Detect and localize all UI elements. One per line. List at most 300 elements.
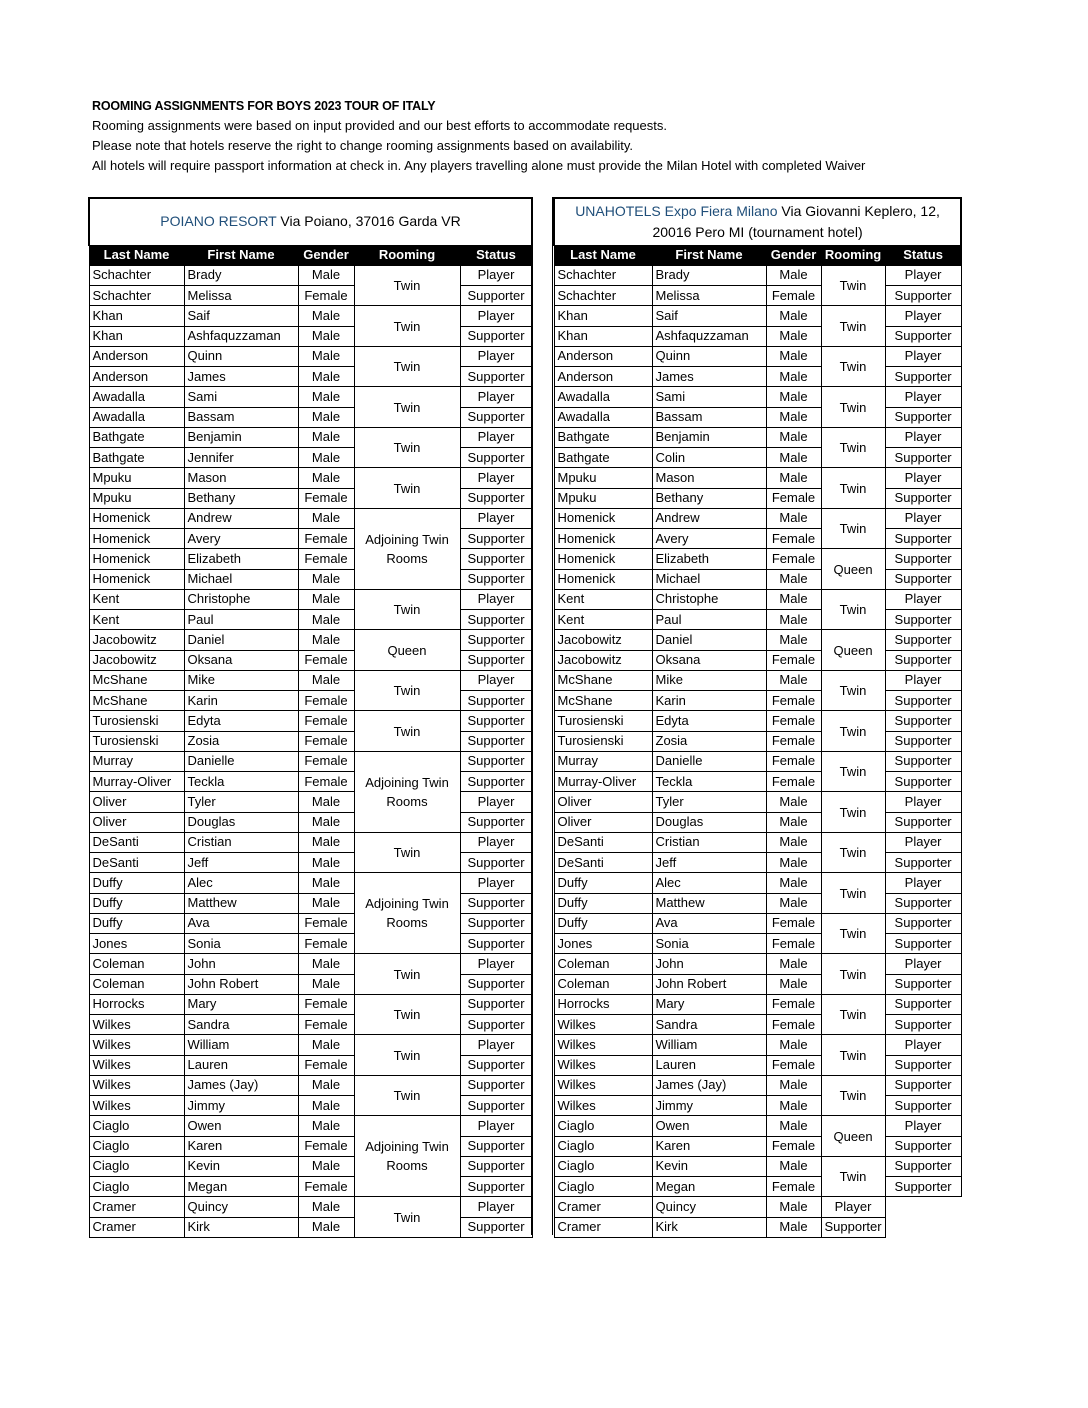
table-row [554, 488, 961, 508]
status-cell: Player [460, 954, 532, 974]
first-name-cell: Sonia [184, 934, 298, 954]
last-name-cell: Murray-Oliver [89, 772, 184, 792]
status-cell: Player [460, 1035, 532, 1055]
first-name-cell: Edyta [184, 711, 298, 731]
rooming-cell: Twin [821, 346, 885, 387]
table-row [89, 731, 532, 751]
col-rooming: Rooming [821, 245, 885, 265]
rooming-cell: Twin [821, 387, 885, 428]
table-row [89, 1197, 532, 1217]
table-row [89, 832, 532, 852]
first-name-cell: Michael [184, 569, 298, 589]
status-cell: Player [460, 792, 532, 812]
table-row [89, 1177, 532, 1197]
first-name-cell: Karen [184, 1136, 298, 1156]
gender-cell: Male [766, 265, 821, 285]
last-name-cell: Bathgate [554, 427, 652, 447]
rooming-cell: Twin [821, 994, 885, 1035]
status-cell: Supporter [460, 853, 532, 873]
rooming-cell: Twin [821, 468, 885, 509]
last-name-cell: Ciaglo [554, 1136, 652, 1156]
table-row [554, 1197, 961, 1217]
first-name-cell: Sandra [652, 1015, 766, 1035]
status-cell: Player [885, 589, 961, 609]
last-name-cell: Ciaglo [89, 1136, 184, 1156]
gender-cell: Female [298, 529, 354, 549]
first-name-cell: Bethany [652, 488, 766, 508]
intro-line-2: Please note that hotels reserve the right to change rooming assignments based on availability. [92, 138, 634, 153]
gender-cell: Female [298, 994, 354, 1014]
status-cell: Supporter [885, 1136, 961, 1156]
status-cell: Supporter [885, 610, 961, 630]
status-cell: Supporter [885, 853, 961, 873]
status-cell: Player [460, 1116, 532, 1136]
status-cell: Supporter [460, 367, 532, 387]
col-first-name: First Name [184, 245, 298, 265]
table-row [89, 326, 532, 346]
last-name-cell: Oliver [554, 812, 652, 832]
intro-line-1: Rooming assignments were based on input provided and our best efforts to accommodate requests. [92, 118, 667, 133]
gender-cell: Female [298, 488, 354, 508]
table-row [554, 367, 961, 387]
first-name-cell: Douglas [652, 812, 766, 832]
first-name-cell: Saif [184, 306, 298, 326]
table-row [554, 1096, 961, 1116]
gender-cell: Male [298, 974, 354, 994]
first-name-cell: Edyta [652, 711, 766, 731]
col-gender: Gender [766, 245, 821, 265]
status-cell: Supporter [885, 650, 961, 670]
last-name-cell: Turosienski [89, 711, 184, 731]
last-name-cell: Mpuku [89, 468, 184, 488]
gender-cell: Female [766, 711, 821, 731]
table-row [89, 751, 532, 771]
last-name-cell: Duffy [554, 873, 652, 893]
last-name-cell: Ciaglo [89, 1116, 184, 1136]
last-name-cell: Awadalla [89, 387, 184, 407]
gender-cell: Male [766, 1096, 821, 1116]
first-name-cell: John [652, 954, 766, 974]
document-header [92, 96, 992, 176]
table-row [554, 1015, 961, 1035]
table-row [554, 873, 961, 893]
gender-cell: Male [766, 448, 821, 468]
last-name-cell: Mpuku [554, 488, 652, 508]
gender-cell: Female [766, 1015, 821, 1035]
rooming-cell: Twin [821, 873, 885, 914]
rooming-cell: Queen [354, 630, 460, 671]
last-name-cell: Wilkes [89, 1096, 184, 1116]
status-cell: Supporter [460, 1156, 532, 1176]
first-name-cell: Quincy [184, 1197, 298, 1217]
gender-cell: Male [298, 589, 354, 609]
rooming-cell: Twin [354, 306, 460, 347]
last-name-cell: Anderson [89, 367, 184, 387]
gender-cell: Male [766, 974, 821, 994]
status-cell: Player [460, 306, 532, 326]
last-name-cell: Murray [89, 751, 184, 771]
status-cell: Supporter [460, 1075, 532, 1095]
table-row [554, 326, 961, 346]
table-row [89, 286, 532, 306]
table-row [554, 569, 961, 589]
first-name-cell: Mason [652, 468, 766, 488]
status-cell: Supporter [885, 934, 961, 954]
status-cell: Supporter [460, 1015, 532, 1035]
table-row [554, 994, 961, 1014]
gender-cell: Male [766, 346, 821, 366]
gender-cell: Male [766, 306, 821, 326]
table-row [89, 407, 532, 427]
table-row [89, 1096, 532, 1116]
table-row [554, 670, 961, 690]
last-name-cell: Khan [554, 326, 652, 346]
status-cell: Supporter [460, 994, 532, 1014]
status-cell: Player [885, 670, 961, 690]
gender-cell: Female [766, 1177, 821, 1197]
first-name-cell: Mike [184, 670, 298, 690]
rooming-cell: Queen [821, 549, 885, 590]
last-name-cell: Wilkes [89, 1075, 184, 1095]
last-name-cell: Khan [89, 326, 184, 346]
last-name-cell: Bathgate [554, 448, 652, 468]
last-name-cell: Duffy [554, 893, 652, 913]
status-cell: Player [460, 589, 532, 609]
gender-cell: Female [298, 934, 354, 954]
table-row [89, 265, 532, 285]
table-row [554, 610, 961, 630]
table-row [89, 508, 532, 528]
status-cell: Player [460, 468, 532, 488]
gender-cell: Male [298, 407, 354, 427]
first-name-cell: Avery [184, 529, 298, 549]
gender-cell: Male [766, 367, 821, 387]
rooming-cell: Adjoining Twin Rooms [354, 873, 460, 954]
table-row [89, 529, 532, 549]
gender-cell: Male [766, 508, 821, 528]
table-row [89, 1136, 532, 1156]
gender-cell: Male [298, 427, 354, 447]
last-name-cell: Horrocks [554, 994, 652, 1014]
hotel-name: POIANO RESORT [160, 213, 277, 230]
last-name-cell: Wilkes [554, 1035, 652, 1055]
unahotels-rooming-table [553, 197, 962, 1238]
first-name-cell: Brady [184, 265, 298, 285]
first-name-cell: Quinn [184, 346, 298, 366]
gender-cell: Female [766, 549, 821, 569]
last-name-cell: Murray [554, 751, 652, 771]
status-cell: Player [885, 1116, 961, 1136]
status-cell: Supporter [885, 994, 961, 1014]
gender-cell: Female [766, 1136, 821, 1156]
last-name-cell: Oliver [554, 792, 652, 812]
gender-cell: Male [298, 630, 354, 650]
last-name-cell: Jones [554, 934, 652, 954]
first-name-cell: Karin [652, 691, 766, 711]
status-cell: Supporter [460, 326, 532, 346]
table-row [89, 427, 532, 447]
first-name-cell: Benjamin [184, 427, 298, 447]
first-name-cell: Mason [184, 468, 298, 488]
first-name-cell: William [652, 1035, 766, 1055]
table-row [89, 954, 532, 974]
status-cell: Supporter [460, 630, 532, 650]
first-name-cell: Tyler [652, 792, 766, 812]
status-cell: Supporter [885, 488, 961, 508]
gender-cell: Male [298, 448, 354, 468]
status-cell: Supporter [460, 691, 532, 711]
status-cell: Player [460, 387, 532, 407]
last-name-cell: Wilkes [554, 1015, 652, 1035]
status-cell: Supporter [460, 286, 532, 306]
first-name-cell: Zosia [184, 731, 298, 751]
status-cell: Player [460, 346, 532, 366]
first-name-cell: John Robert [184, 974, 298, 994]
status-cell: Supporter [460, 610, 532, 630]
gender-cell: Male [298, 853, 354, 873]
gender-cell: Male [298, 265, 354, 285]
gender-cell: Male [298, 468, 354, 488]
rooming-cell: Twin [354, 1197, 460, 1238]
last-name-cell: Schachter [89, 286, 184, 306]
rooming-cell: Twin [354, 1035, 460, 1076]
last-name-cell: Wilkes [89, 1035, 184, 1055]
table-row [89, 772, 532, 792]
last-name-cell: Homenick [554, 508, 652, 528]
first-name-cell: Sonia [652, 934, 766, 954]
status-cell: Supporter [460, 731, 532, 751]
first-name-cell: Mary [652, 994, 766, 1014]
rooming-cell: Twin [354, 265, 460, 306]
first-name-cell: Sandra [184, 1015, 298, 1035]
gender-cell: Female [298, 691, 354, 711]
last-name-cell: Ciaglo [89, 1156, 184, 1176]
gender-cell: Male [298, 1156, 354, 1176]
col-last-name: Last Name [89, 245, 184, 265]
first-name-cell: Christophe [184, 589, 298, 609]
gender-cell: Male [766, 893, 821, 913]
last-name-cell: Turosienski [554, 731, 652, 751]
table-row [89, 569, 532, 589]
status-cell: Supporter [885, 731, 961, 751]
col-status: Status [885, 245, 961, 265]
table-row [89, 468, 532, 488]
gender-cell: Female [298, 1177, 354, 1197]
status-cell: Player [885, 873, 961, 893]
table-row [554, 407, 961, 427]
status-cell: Player [460, 427, 532, 447]
table-row [89, 853, 532, 873]
table-row [89, 650, 532, 670]
rooming-cell: Adjoining Twin Rooms [354, 508, 460, 589]
rooming-cell: Queen [821, 630, 885, 671]
last-name-cell: Schachter [554, 286, 652, 306]
gender-cell: Male [298, 812, 354, 832]
hotel-header-unahotels [554, 198, 961, 245]
gender-cell: Female [298, 772, 354, 792]
last-name-cell: Schachter [89, 265, 184, 285]
status-cell: Player [885, 468, 961, 488]
table-row [554, 913, 961, 933]
first-name-cell: John [184, 954, 298, 974]
status-cell: Supporter [885, 893, 961, 913]
first-name-cell: Bassam [184, 407, 298, 427]
last-name-cell: Awadalla [554, 407, 652, 427]
first-name-cell: Douglas [184, 812, 298, 832]
table-row [89, 1055, 532, 1075]
table-row [554, 1055, 961, 1075]
last-name-cell: Khan [89, 306, 184, 326]
status-cell: Supporter [885, 1075, 961, 1095]
status-cell: Supporter [460, 1177, 532, 1197]
gender-cell: Male [766, 630, 821, 650]
rooming-cell: Twin [821, 913, 885, 954]
last-name-cell: Turosienski [554, 711, 652, 731]
rooming-cell: Twin [821, 751, 885, 792]
table-row [89, 974, 532, 994]
gender-cell: Male [766, 407, 821, 427]
table-row [554, 1035, 961, 1055]
table-row [89, 873, 532, 893]
table-row [89, 1035, 532, 1055]
status-cell: Player [460, 832, 532, 852]
first-name-cell: Oksana [652, 650, 766, 670]
table-row [554, 346, 961, 366]
first-name-cell: Jeff [652, 853, 766, 873]
gender-cell: Male [766, 569, 821, 589]
gender-cell: Male [298, 569, 354, 589]
col-last-name: Last Name [554, 245, 652, 265]
table-row [554, 306, 961, 326]
document-title: ROOMING ASSIGNMENTS FOR BOYS 2023 TOUR OF ITALY [92, 99, 436, 113]
rooming-cell: Twin [821, 1035, 885, 1076]
last-name-cell: Turosienski [89, 731, 184, 751]
last-name-cell: Cramer [89, 1197, 184, 1217]
first-name-cell: Paul [184, 610, 298, 630]
gender-cell: Female [298, 913, 354, 933]
table-row [89, 610, 532, 630]
rooming-cell: Twin [354, 427, 460, 468]
last-name-cell: Jacobowitz [89, 630, 184, 650]
gender-cell: Male [298, 954, 354, 974]
rooming-cell: Twin [821, 306, 885, 347]
last-name-cell: Coleman [89, 954, 184, 974]
table-row [89, 306, 532, 326]
gender-cell: Male [766, 832, 821, 852]
status-cell: Supporter [885, 1096, 961, 1116]
status-cell: Supporter [885, 1156, 961, 1176]
first-name-cell: William [184, 1035, 298, 1055]
last-name-cell: Oliver [89, 812, 184, 832]
first-name-cell: Kirk [652, 1217, 766, 1237]
status-cell: Supporter [885, 1015, 961, 1035]
gender-cell: Male [298, 1116, 354, 1136]
table-row [89, 792, 532, 812]
table-row [554, 387, 961, 407]
first-name-cell: Sami [184, 387, 298, 407]
rooming-cell: Adjoining Twin Rooms [354, 1116, 460, 1197]
gender-cell: Male [298, 1096, 354, 1116]
table-row [554, 691, 961, 711]
gender-cell: Male [766, 1075, 821, 1095]
gender-cell: Female [766, 488, 821, 508]
first-name-cell: Owen [184, 1116, 298, 1136]
rooming-cell: Twin [821, 589, 885, 630]
first-name-cell: Jimmy [652, 1096, 766, 1116]
rooming-cell: Twin [354, 832, 460, 873]
last-name-cell: Ciaglo [89, 1177, 184, 1197]
first-name-cell: Kevin [184, 1156, 298, 1176]
table-row [89, 589, 532, 609]
gender-cell: Male [766, 812, 821, 832]
last-name-cell: Ciaglo [554, 1156, 652, 1176]
table-row [554, 711, 961, 731]
status-cell: Supporter [885, 529, 961, 549]
gender-cell: Male [766, 853, 821, 873]
gender-cell: Female [766, 691, 821, 711]
status-cell: Supporter [460, 1055, 532, 1075]
first-name-cell: Cristian [184, 832, 298, 852]
first-name-cell: Ava [184, 913, 298, 933]
gender-cell: Female [766, 286, 821, 306]
table-row [554, 1156, 961, 1176]
status-cell: Supporter [460, 812, 532, 832]
first-name-cell: James (Jay) [184, 1075, 298, 1095]
last-name-cell: Homenick [554, 549, 652, 569]
first-name-cell: Lauren [184, 1055, 298, 1075]
table-row [89, 711, 532, 731]
gender-cell: Male [766, 589, 821, 609]
last-name-cell: McShane [89, 691, 184, 711]
status-cell: Player [885, 508, 961, 528]
status-cell: Supporter [460, 650, 532, 670]
status-cell: Player [460, 508, 532, 528]
status-cell: Player [885, 954, 961, 974]
first-name-cell: Colin [652, 448, 766, 468]
gender-cell: Male [298, 1075, 354, 1095]
table-row [89, 670, 532, 690]
table-row [89, 1075, 532, 1095]
status-cell: Player [885, 832, 961, 852]
first-name-cell: Andrew [652, 508, 766, 528]
status-cell: Supporter [885, 974, 961, 994]
status-cell: Supporter [885, 326, 961, 346]
first-name-cell: Alec [652, 873, 766, 893]
status-cell: Supporter [460, 751, 532, 771]
gender-cell: Female [766, 1055, 821, 1075]
rooming-cell: Twin [354, 954, 460, 995]
status-cell: Player [460, 1197, 532, 1217]
last-name-cell: DeSanti [89, 853, 184, 873]
gender-cell: Female [766, 731, 821, 751]
rooming-cell: Twin [354, 346, 460, 387]
last-name-cell: Duffy [89, 893, 184, 913]
gender-cell: Male [298, 367, 354, 387]
last-name-cell: Kent [89, 589, 184, 609]
last-name-cell: Homenick [554, 529, 652, 549]
gender-cell: Female [298, 1015, 354, 1035]
status-cell: Supporter [885, 549, 961, 569]
last-name-cell: Mpuku [89, 488, 184, 508]
first-name-cell: Megan [652, 1177, 766, 1197]
first-name-cell: Oksana [184, 650, 298, 670]
hotel-name: UNAHOTELS Expo Fiera Milano [575, 202, 778, 219]
first-name-cell: Melissa [652, 286, 766, 306]
rooming-cell: Adjoining Twin Rooms [354, 751, 460, 832]
last-name-cell: DeSanti [554, 832, 652, 852]
last-name-cell: Homenick [89, 549, 184, 569]
table-row [554, 792, 961, 812]
